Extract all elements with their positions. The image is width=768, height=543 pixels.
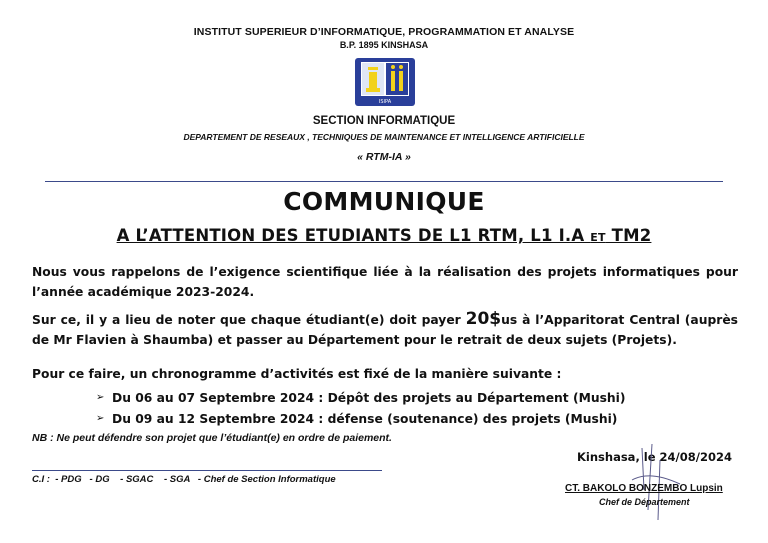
payment-text-end: us à l’Apparitorat Central (auprès de Mr Flavien à Shaumba) et passer au Département pour le retrait de deux sujets (Projets).	[32, 313, 738, 347]
payment-text-start: Sur ce, il y a lieu de noter que chaque étudiant(e) doit payer	[32, 313, 466, 327]
institution-logo	[354, 57, 416, 107]
paragraph-schedule-intro: Pour ce faire, un chronogramme d’activités est fixé de la manière suivante :	[32, 367, 562, 381]
section-name: SECTION INFORMATIQUE	[312, 115, 456, 127]
paragraph-payment	[32, 309, 738, 350]
document-title: COMMUNIQUE	[283, 187, 485, 216]
paragraph-reminder: Nous vous rappelons de l’exigence scientifique liée à la réalisation des projets informatiques pour l’année académique 2023-2024.	[32, 265, 738, 299]
document-subtitle	[0, 226, 768, 245]
schedule-item-text: Du 09 au 12 Septembre 2024 : défense (soutenance) des projets (Mushi)	[112, 412, 618, 426]
arrow-bullet-icon: ➢	[96, 392, 105, 403]
signer-role: Chef de Département	[599, 497, 690, 507]
institution-name: INSTITUT SUPERIEUR D’INFORMATIQUE, PROGRAMMATION ET ANALYSE	[193, 26, 575, 38]
department-name: DEPARTEMENT DE RESEAUX , TECHNIQUES DE MAINTENANCE ET INTELLIGENCE ARTIFICIELLE	[183, 132, 585, 142]
nota-bene: NB : Ne peut défendre son projet que l’étudiant(e) en ordre de paiement.	[32, 432, 392, 444]
copy-recipients: C.I : - PDG - DG - SGAC - SGA - Chef de Section Informatique	[32, 474, 336, 485]
subtitle-et: ET	[590, 231, 606, 244]
signer-name: CT. BAKOLO BONZEMBO Lupsin	[565, 483, 723, 494]
postal-address: B.P. 1895 KINSHASA	[339, 40, 429, 50]
subtitle-main: A L’ATTENTION DES ETUDIANTS DE L1 RTM, L1 I.A	[116, 226, 591, 245]
subtitle-end: TM2	[605, 226, 652, 245]
department-short-name: « RTM-IA »	[357, 151, 411, 163]
date-line: Kinshasa, le 24/08/2024	[577, 450, 732, 464]
schedule-item-text: Du 06 au 07 Septembre 2024 : Dépôt des projets au Département (Mushi)	[112, 391, 626, 405]
schedule-item	[96, 409, 736, 429]
header-divider	[45, 181, 723, 182]
payment-amount: 20$	[465, 309, 502, 329]
schedule-item	[96, 388, 736, 408]
logo-label: ISIPA	[378, 99, 392, 105]
arrow-bullet-icon: ➢	[96, 413, 105, 424]
footer-divider	[32, 470, 382, 471]
